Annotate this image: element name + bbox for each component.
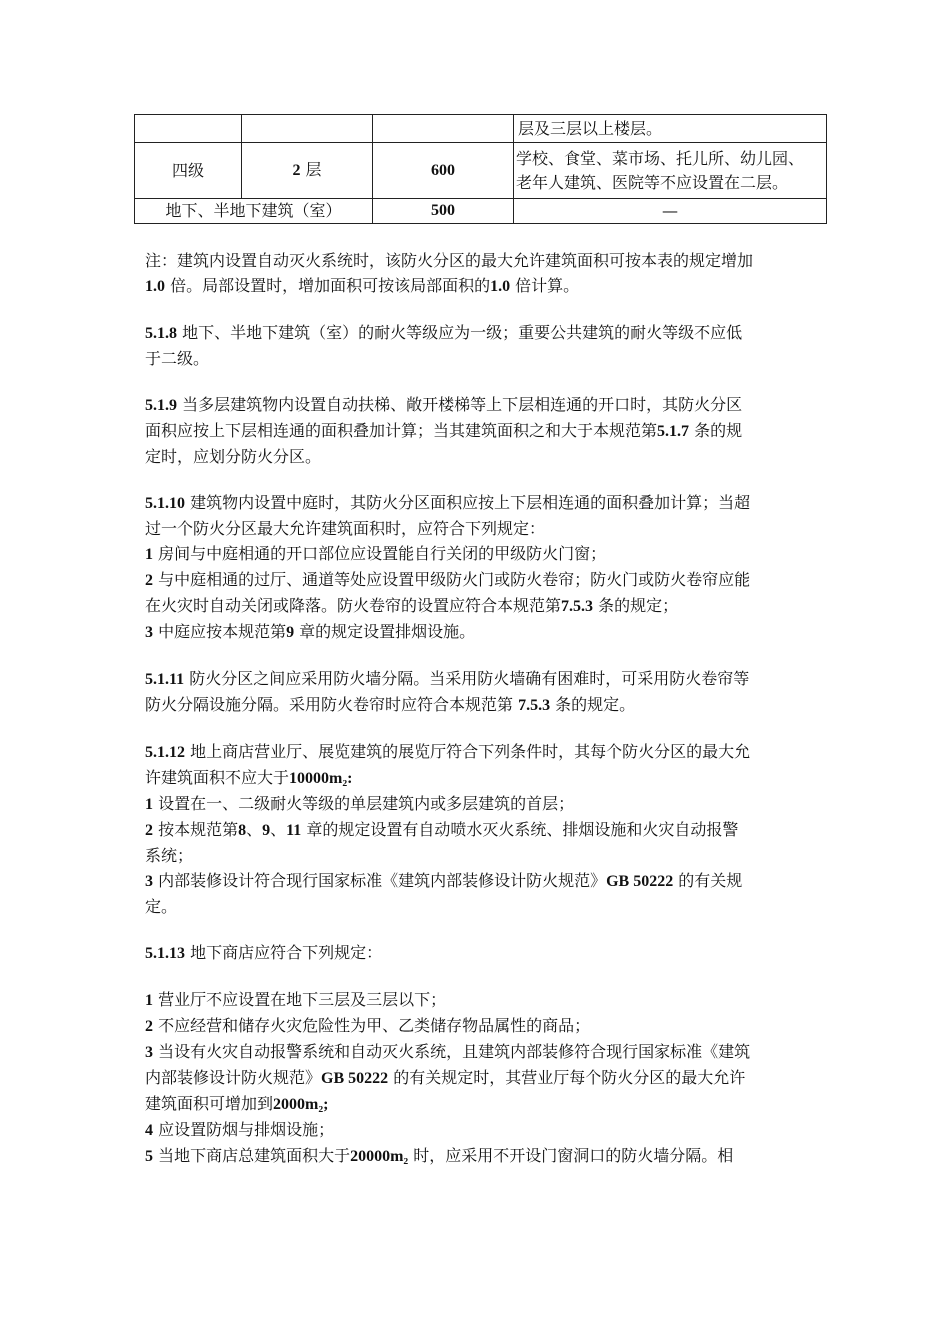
note-text: 倍。局部设置时，增加面积可按该局部面积的: [165, 276, 491, 295]
item-number: 5: [145, 1148, 153, 1165]
list-item: [145, 1117, 815, 1143]
clause-ref: 9: [262, 822, 271, 839]
table-cell: [514, 143, 827, 199]
clause-text: 面积应按上下层相连通的面积叠加计算；当其建筑面积之和大于本规范第: [145, 421, 658, 440]
item-number: 1: [145, 992, 153, 1009]
table-cell: —: [514, 199, 827, 224]
item-text: 、: [246, 820, 263, 839]
item-text: 内部装修设计防火规范》: [145, 1068, 322, 1087]
table-cell: 地下、半地下建筑（室）: [135, 199, 373, 224]
clause-number: 5.1.12: [145, 744, 185, 761]
item-text: 房间与中庭相通的开口部位应设置能自行关闭的甲级防火门窗；: [153, 544, 607, 563]
clause-line: [145, 666, 815, 692]
area-value: 20000m₂: [350, 1148, 409, 1165]
list-item: [145, 619, 815, 645]
table-cell: 500: [373, 199, 514, 224]
list-item: [145, 1039, 815, 1065]
item-text: 、: [270, 820, 287, 839]
clause-line: 于二级。: [145, 349, 210, 368]
document-body: [145, 248, 815, 1169]
item-number: 1: [145, 546, 153, 563]
list-item-cont: [145, 1065, 815, 1091]
item-text: 时，应采用不开设门窗洞口的防火墙分隔。相: [408, 1146, 734, 1165]
item-text: 不应经营和储存火灾危险性为甲、乙类储存物品属性的商品；: [153, 1016, 591, 1035]
clause-line: [145, 765, 815, 791]
clause-5-1-13: [145, 940, 815, 1169]
note-line: [145, 273, 815, 299]
cell-number: 2: [292, 162, 301, 179]
clause-text: 地下商店应符合下列规定：: [185, 943, 383, 962]
item-number: 2: [145, 822, 153, 839]
clause-number: 5.1.11: [145, 671, 185, 688]
clause-ref: 7.5.3: [561, 598, 594, 615]
cell-line: 学校、食堂、菜市场、托儿所、幼儿园、: [516, 148, 805, 168]
item-text: 在火灾时自动关闭或降落。防火卷帘的设置应符合本规范第: [145, 596, 562, 615]
list-item: [145, 817, 815, 843]
table-cell: [242, 115, 373, 143]
clause-text: 许建筑面积不应大于: [145, 768, 290, 787]
clause-line: [145, 418, 815, 444]
clause-ref: 11: [286, 822, 302, 839]
item-number: 3: [145, 873, 153, 890]
note-number: 1.0: [490, 278, 511, 295]
list-item-cont: [145, 593, 815, 619]
table-cell: 600: [373, 143, 514, 199]
clause-line: 过一个防火分区最大允许建筑面积时，应符合下列规定：: [145, 519, 546, 538]
item-text: 与中庭相通的过厅、通道等处应设置甲级防火门或防火卷帘；防火门或防火卷帘应能: [153, 570, 751, 589]
table-row: [135, 143, 827, 199]
clause-text: 防火分区之间应采用防火墙分隔。当采用防火墙确有困难时，可采用防火卷帘等: [184, 669, 750, 688]
list-item-cont: 系统；: [145, 846, 194, 865]
note-line: 注：建筑内设置自动灭火系统时，该防火分区的最大允许建筑面积可按本表的规定增加: [145, 251, 754, 270]
area-value: 10000m₂:: [289, 770, 353, 787]
item-text: 营业厅不应设置在地下三层及三层以下；: [153, 990, 447, 1009]
list-item: [145, 987, 815, 1013]
standard-code: GB 50222: [606, 873, 674, 890]
item-text: 中庭应按本规范第: [153, 622, 287, 641]
clause-ref: 8: [238, 822, 247, 839]
clause-5-1-9: [145, 392, 815, 469]
clause-text: 当多层建筑物内设置自动扶梯、敞开楼梯等上下层相连通的开口时，其防火分区: [177, 395, 743, 414]
clause-line: [145, 739, 815, 765]
clause-line: [145, 392, 815, 418]
note-number: 1.0: [145, 278, 165, 295]
table-cell: [373, 115, 514, 143]
note-text: 倍计算。: [510, 276, 580, 295]
clause-text: 防火分隔设施分隔。采用防火卷帘时应符合本规范第: [145, 695, 519, 714]
item-text: 章的规定设置有自动喷水灭火系统、排烟设施和火灾自动报警: [301, 820, 739, 839]
clause-number: 5.1.8: [145, 325, 177, 342]
item-text: 当设有火灾自动报警系统和自动灭火系统，且建筑内部装修符合现行国家标准《建筑: [153, 1042, 751, 1061]
clause-line: [145, 490, 815, 516]
clause-number: 5.1.10: [145, 495, 185, 512]
clause-number: 5.1.9: [145, 397, 177, 414]
clause-ref: 9: [286, 624, 295, 641]
clause-line: [145, 320, 815, 346]
table-cell: 层及三层以上楼层。: [514, 115, 827, 143]
table-cell: [242, 143, 373, 199]
item-text: 章的规定设置排烟设施。: [294, 622, 476, 641]
item-number: 3: [145, 1044, 153, 1061]
clause-text: 地上商店营业厅、展览建筑的展览厅符合下列条件时，其每个防火分区的最大允: [185, 742, 751, 761]
list-item: [145, 567, 815, 593]
list-item-cont: [145, 1091, 815, 1117]
clause-5-1-8: [145, 320, 815, 371]
item-number: 2: [145, 1018, 153, 1035]
fire-compartment-table: [134, 114, 827, 224]
clause-text: 条的规: [689, 421, 743, 440]
table-cell: 四级: [135, 143, 242, 199]
item-text: 按本规范第: [153, 820, 239, 839]
item-text: 条的规定；: [593, 596, 679, 615]
item-number: 4: [145, 1122, 153, 1139]
table-cell: [135, 115, 242, 143]
item-number: 3: [145, 624, 153, 641]
clause-5-1-11: [145, 666, 815, 718]
item-text: 的有关规定时，其营业厅每个防火分区的最大允许: [388, 1068, 746, 1087]
table-note: [145, 248, 815, 299]
clause-text: 条的规定。: [550, 695, 636, 714]
clause-ref: 7.5.3: [518, 697, 551, 714]
cell-line: 老年人建筑、医院等不应设置在二层。: [516, 172, 789, 192]
clause-line: [145, 940, 815, 966]
list-item: [145, 1143, 815, 1169]
item-text: 当地下商店总建筑面积大于: [153, 1146, 351, 1165]
clause-5-1-10: [145, 490, 815, 645]
item-number: 1: [145, 796, 153, 813]
clause-ref: 5.1.7: [657, 423, 690, 440]
item-text: 设置在一、二级耐火等级的单层建筑内或多层建筑的首层；: [153, 794, 575, 813]
item-text: 内部装修设计符合现行国家标准《建筑内部装修设计防火规范》: [153, 871, 607, 890]
standard-code: GB 50222: [321, 1070, 389, 1087]
spacer: [145, 966, 815, 987]
clause-line: [145, 692, 815, 718]
clause-text: 地下、半地下建筑（室）的耐火等级应为一级；重要公共建筑的耐火等级不应低: [177, 323, 743, 342]
clause-line: 定时，应划分防火分区。: [145, 447, 322, 466]
list-item: [145, 1013, 815, 1039]
item-text: 的有关规: [673, 871, 743, 890]
table-row: [135, 199, 827, 224]
list-item: [145, 791, 815, 817]
list-item: [145, 541, 815, 567]
list-item: [145, 868, 815, 894]
clause-text: 建筑物内设置中庭时，其防火分区面积应按上下层相连通的面积叠加计算；当超: [185, 493, 751, 512]
item-text: 建筑面积可增加到: [145, 1094, 274, 1113]
list-item-cont: 定。: [145, 897, 178, 916]
area-value: 2000m₂;: [273, 1096, 329, 1113]
table-row: [135, 115, 827, 143]
item-text: 应设置防烟与排烟设施；: [153, 1120, 335, 1139]
clause-number: 5.1.13: [145, 945, 185, 962]
item-number: 2: [145, 572, 153, 589]
clause-5-1-12: [145, 739, 815, 919]
cell-unit: 层: [300, 160, 322, 179]
